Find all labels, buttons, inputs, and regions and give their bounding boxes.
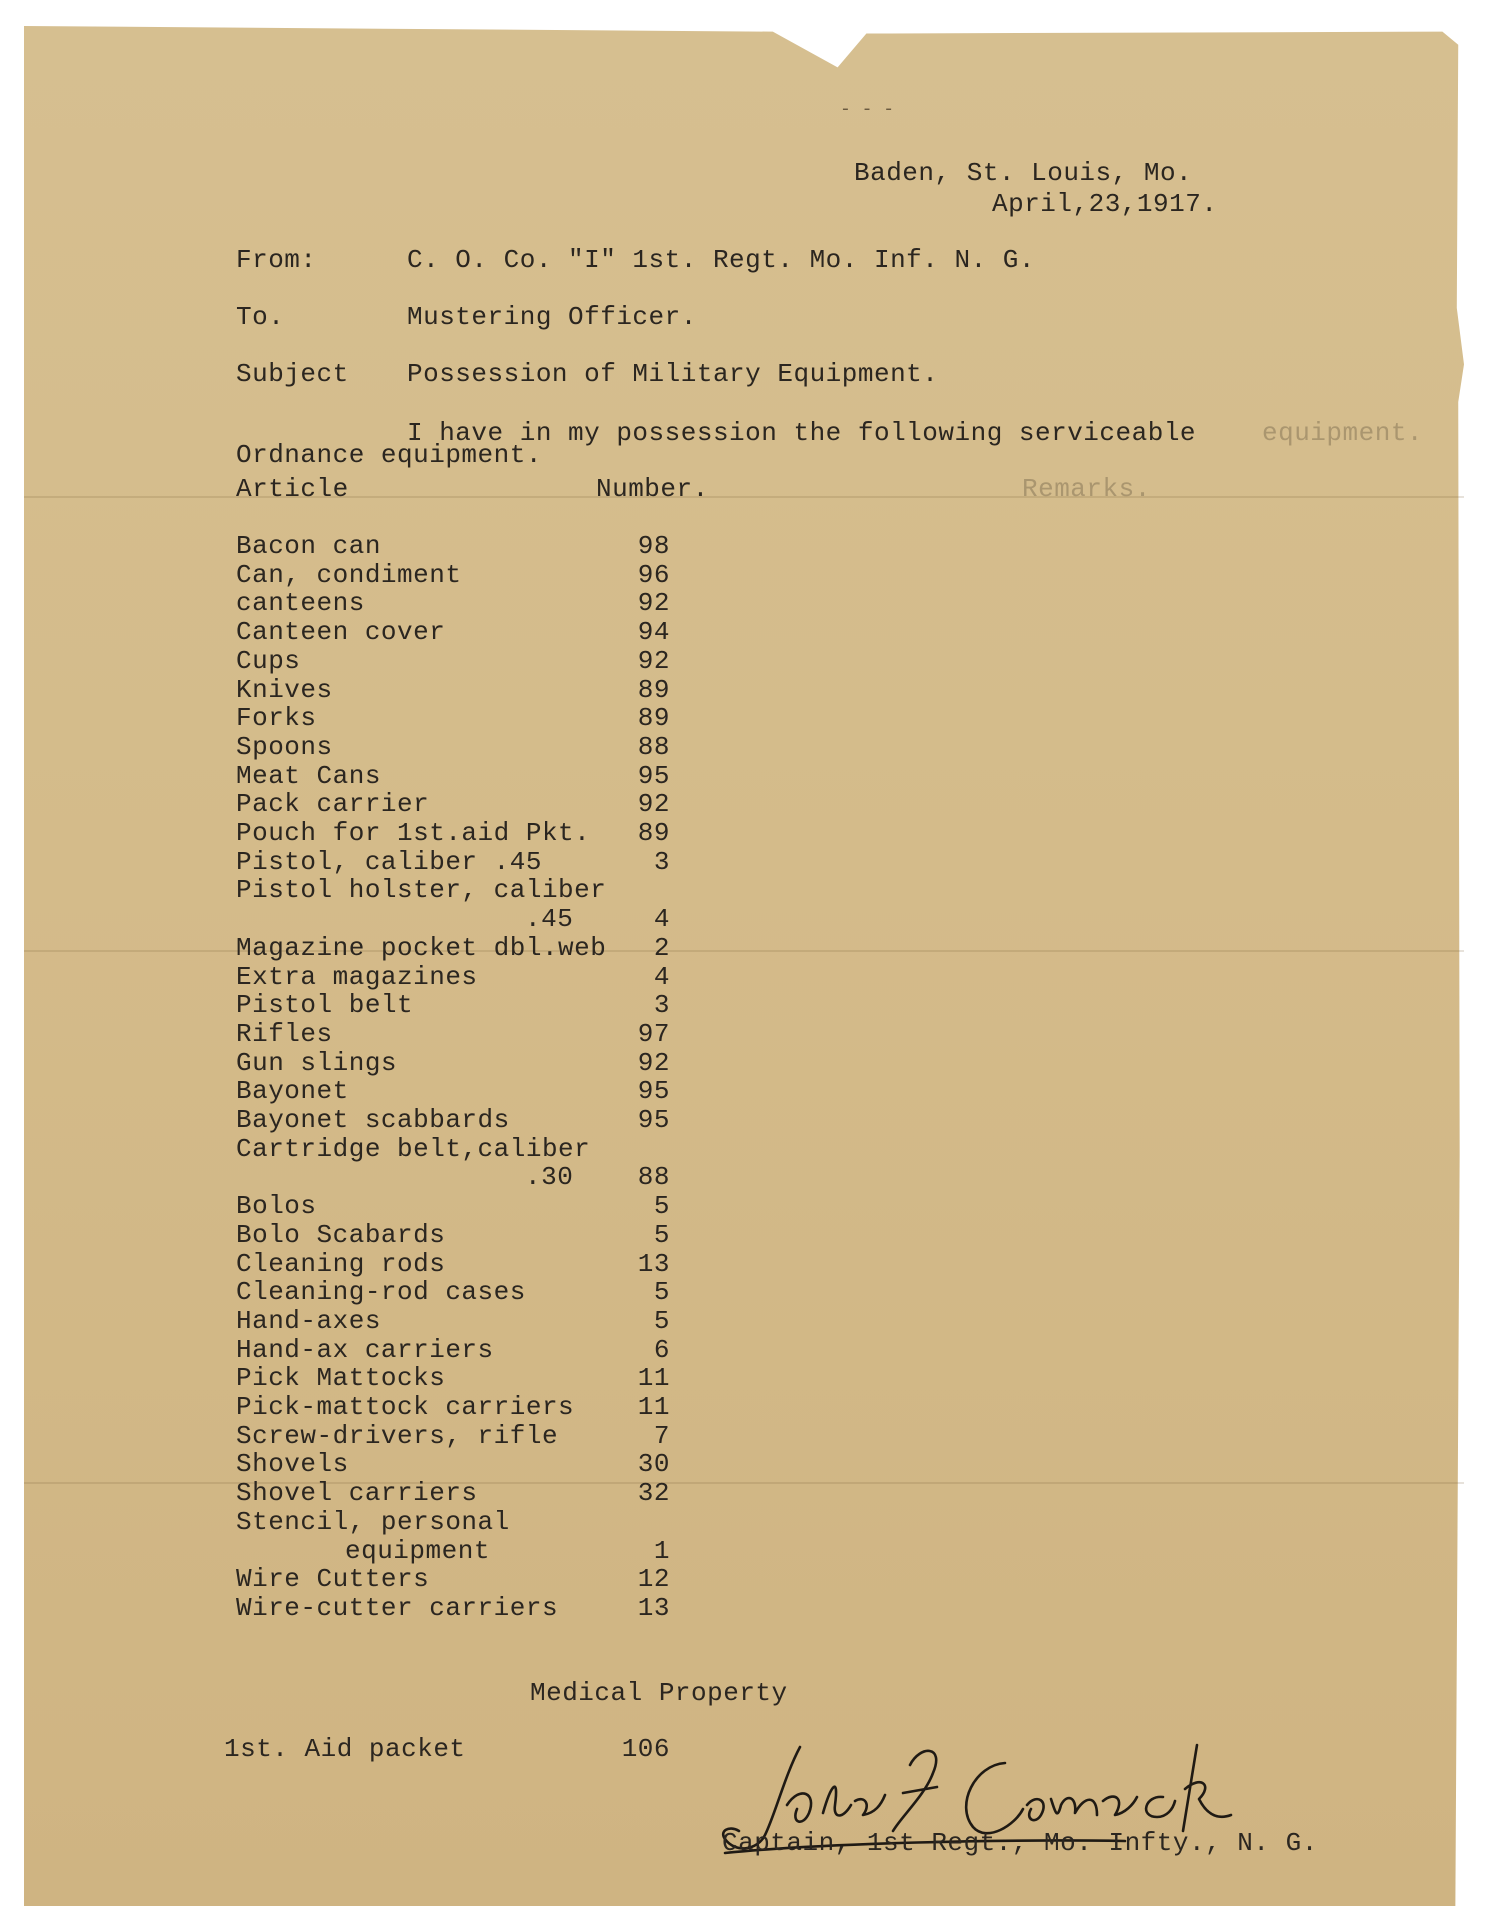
item-number: 4 [653, 904, 670, 935]
item-article: Shovels [236, 1449, 349, 1480]
item-article: Shovel carriers [236, 1478, 478, 1509]
item-number: 32 [637, 1478, 670, 1509]
item-article: Wire Cutters [236, 1564, 430, 1595]
item-article: Can, condiment [236, 559, 462, 590]
item-article-continued: equipment [345, 1535, 490, 1566]
item-number: 95 [637, 760, 670, 791]
item-article: Bolo Scabards [236, 1219, 446, 1250]
item-article: Forks [236, 703, 317, 734]
item-number: 89 [637, 818, 670, 848]
item-number: 96 [637, 559, 670, 590]
column-article: Article [236, 474, 349, 504]
item-number: 89 [637, 703, 670, 734]
item-article: Cartridge belt,caliber [236, 1133, 591, 1164]
from-value: C. O. Co. "I" 1st. Regt. Mo. Inf. N. G. [407, 245, 1035, 275]
item-number: 89 [637, 674, 670, 705]
item-article: Pistol holster, caliber [236, 875, 607, 906]
item-number: 95 [637, 1105, 670, 1135]
item-number: 5 [653, 1305, 670, 1336]
medical-number: 106 [621, 1734, 670, 1764]
item-article: Bacon can [236, 531, 381, 561]
signature-title: Captain, 1st Regt., Mo. Infty., N. G. [722, 1828, 1318, 1858]
item-number: 1 [653, 1535, 670, 1566]
medical-title: Medical Property [530, 1678, 788, 1708]
letter-date: April,23,1917. [992, 189, 1218, 219]
item-number: 92 [637, 789, 670, 820]
item-article: Gun slings [236, 1047, 398, 1078]
item-number: 5 [653, 1277, 670, 1308]
subject-value: Possession of Military Equipment. [407, 359, 939, 389]
medical-item: 1st. Aid packet [224, 1734, 466, 1764]
item-number: 3 [653, 846, 670, 877]
item-article: Cleaning-rod cases [236, 1277, 526, 1308]
item-number: 3 [653, 990, 670, 1021]
item-number: 97 [637, 1018, 670, 1049]
column-number: Number. [596, 474, 709, 504]
item-number: 98 [637, 531, 670, 561]
item-article: Pistol, caliber .45 [236, 846, 542, 877]
item-number: 4 [653, 961, 670, 992]
item-article: Wire-cutter carriers [236, 1592, 559, 1623]
item-number: 88 [637, 1162, 670, 1193]
item-article: Spoons [236, 731, 333, 762]
section-title: Ordnance equipment. [236, 440, 542, 470]
item-number: 92 [637, 588, 670, 619]
item-number: 95 [637, 1076, 670, 1107]
from-label: From: [236, 245, 317, 275]
item-number: 11 [637, 1363, 670, 1394]
item-article: Stencil, personal [236, 1506, 510, 1537]
item-number: 88 [637, 731, 670, 762]
item-number: 5 [653, 1219, 670, 1250]
item-article: Pick-mattock carriers [236, 1392, 575, 1422]
item-article: Meat Cans [236, 760, 381, 791]
item-article: Cups [236, 645, 301, 676]
intro-faint-text: equipment. [1262, 418, 1424, 448]
item-number: 11 [637, 1392, 670, 1422]
item-number: 13 [637, 1592, 670, 1623]
item-number: 12 [637, 1564, 670, 1595]
item-number: 5 [653, 1191, 670, 1222]
item-number: 7 [653, 1420, 670, 1451]
item-article-continued: .45 [525, 904, 574, 935]
item-article: Pistol belt [236, 990, 414, 1021]
to-value: Mustering Officer. [407, 302, 697, 332]
item-number: 92 [637, 1047, 670, 1078]
item-number: 2 [653, 932, 670, 963]
item-article: Canteen cover [236, 617, 446, 648]
item-article: Magazine pocket dbl.web [236, 932, 607, 963]
staple-marks: - - - [840, 100, 895, 120]
item-article: Pouch for 1st.aid Pkt. [236, 818, 591, 848]
item-article-continued: .30 [525, 1162, 574, 1193]
intro-text: I have in my possession the following serviceable [407, 418, 1197, 448]
item-number: 92 [637, 645, 670, 676]
item-number: 94 [637, 617, 670, 648]
item-article: Hand-axes [236, 1305, 381, 1336]
item-article: Bayonet [236, 1076, 349, 1107]
item-article: Knives [236, 674, 333, 705]
item-article: Hand-ax carriers [236, 1334, 494, 1365]
item-article: canteens [236, 588, 365, 619]
subject-label: Subject [236, 359, 349, 389]
item-article: Extra magazines [236, 961, 478, 992]
item-number: 13 [637, 1248, 670, 1279]
item-article: Pack carrier [236, 789, 430, 820]
letter-place: Baden, St. Louis, Mo. [854, 158, 1193, 188]
item-article: Cleaning rods [236, 1248, 446, 1279]
item-article: Bolos [236, 1191, 317, 1222]
item-number: 30 [637, 1449, 670, 1480]
item-article: Rifles [236, 1018, 333, 1049]
item-article: Pick Mattocks [236, 1363, 446, 1394]
item-number: 6 [653, 1334, 670, 1365]
item-article: Bayonet scabbards [236, 1105, 510, 1135]
item-article: Screw-drivers, rifle [236, 1420, 559, 1451]
column-remarks: Remarks. [1022, 474, 1151, 504]
to-label: To. [236, 302, 285, 332]
